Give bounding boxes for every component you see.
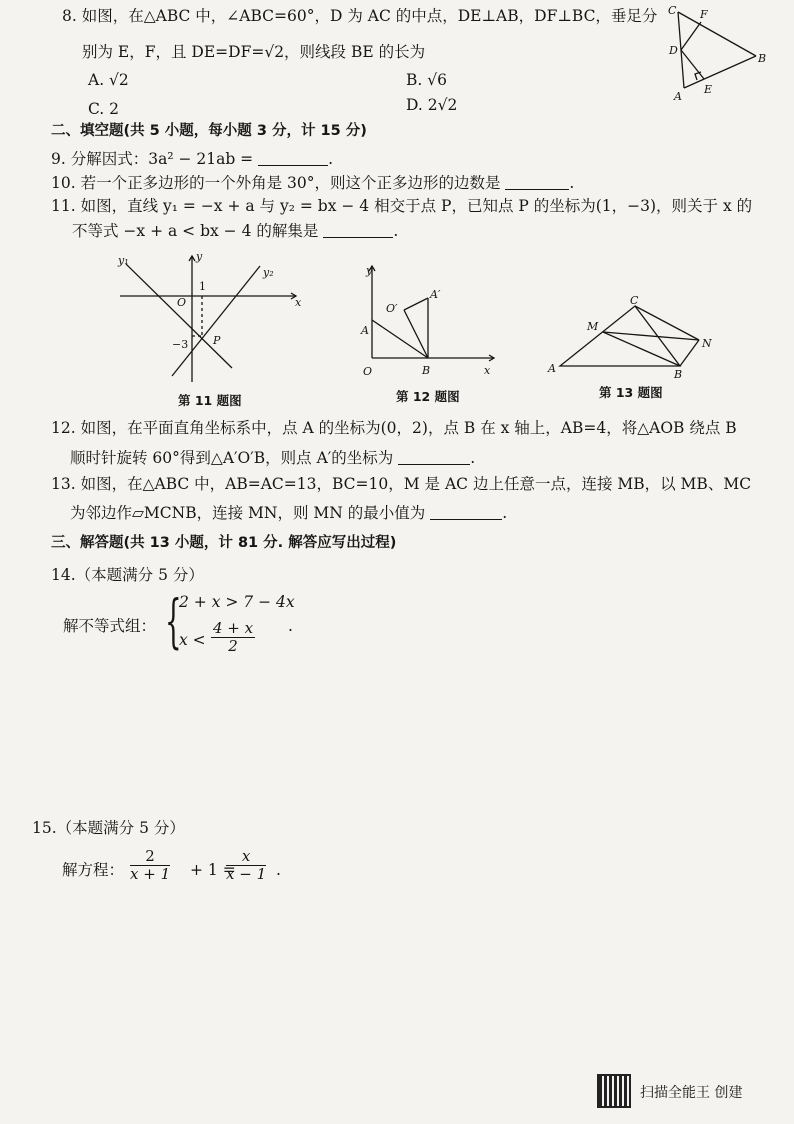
q13-text: 为邻边作▱MCNB，连接 MN，则 MN 的最小值为	[70, 504, 426, 522]
fig12-label-y: y	[366, 264, 373, 277]
q8-label-f: F	[700, 8, 708, 21]
q8-label-a: A	[674, 90, 682, 103]
q10-blank[interactable]	[505, 174, 569, 190]
fig13	[544, 292, 719, 384]
fig11-label-neg3: −3	[172, 338, 189, 351]
q15-frac2	[226, 848, 266, 883]
q14-system	[63, 587, 323, 662]
q14-ineq1: 2 + x > 7 − 4x	[179, 593, 295, 611]
q11-line2	[72, 221, 398, 241]
fig12-label-b: B	[422, 364, 431, 377]
qr-code-icon	[597, 1074, 631, 1108]
fig11	[110, 250, 310, 390]
q14-prompt: 解不等式组：	[63, 617, 157, 635]
fig12-label-a-prime: A′	[430, 288, 441, 301]
q8-label-d: D	[669, 44, 678, 57]
fig12	[352, 258, 502, 382]
q9-text: 9. 分解因式：3a² − 21ab =	[51, 150, 254, 168]
q14-header: 14.（本题满分 5 分）	[51, 566, 204, 584]
q11-line1: 11. 如图，直线 y₁ = −x + a 与 y₂ = bx − 4 相交于点 P，已知点 P 的坐标为(1，−3)，则关于 x 的	[51, 197, 753, 215]
q15-frac1	[130, 848, 170, 883]
q8-option-b: B. √6	[406, 71, 447, 89]
fig11-label-y2: y₂	[263, 266, 274, 279]
q8-line1: 8. 如图，在△ABC 中，∠ABC=60°，D 为 AC 的中点，DE⊥AB，DF⊥BC，垂足分	[62, 7, 658, 25]
fig12-label-a: A	[361, 324, 369, 337]
footer-text: 扫描全能王 创建	[640, 1085, 743, 1101]
fig11-label-o: O	[177, 296, 187, 309]
fig11-label-y: y	[196, 250, 203, 263]
q12-line1: 12. 如图，在平面直角坐标系中，点 A 的坐标为(0，2)，点 B 在 x 轴上，AB=4，将△AOB 绕点 B	[51, 419, 737, 437]
fig12-label-o-prime: O′	[386, 302, 398, 315]
q13-end: .	[502, 504, 508, 522]
q11-text: 不等式 −x + a < bx − 4 的解集是	[72, 222, 319, 240]
q12-line2	[70, 448, 475, 468]
fig13-label-n: N	[702, 337, 712, 350]
q14-ineq2-num: 4 + x	[213, 619, 254, 637]
q14-ineq2-left: x <	[179, 631, 206, 649]
q15-frac1-num: 2	[130, 848, 170, 866]
q13-blank[interactable]	[430, 504, 502, 520]
q10-end: .	[569, 174, 575, 192]
q13-line1: 13. 如图，在△ABC 中，AB=AC=13，BC=10，M 是 AC 边上任意一点，连接 MB，以 MB、MC	[51, 475, 752, 493]
q15-mid: + 1 =	[190, 861, 236, 879]
fig11-caption: 第 11 题图	[178, 393, 242, 408]
q14-brace-icon: {	[165, 587, 182, 655]
q14-ineq2-den: 2	[228, 637, 238, 655]
q8-option-d: D. 2√2	[406, 96, 458, 114]
section2-title: 二、填空题(共 5 小题，每小题 3 分，计 15 分)	[51, 123, 367, 139]
q8-figure	[660, 0, 770, 105]
fig11-label-y1: y₁	[118, 254, 129, 267]
fig12-label-x: x	[484, 364, 491, 377]
fig12-label-o: O	[363, 365, 373, 378]
q9-end: .	[328, 150, 334, 168]
fig13-label-m: M	[587, 320, 599, 333]
q9-line	[51, 149, 333, 169]
fig11-label-1: 1	[199, 280, 206, 293]
q8-option-a: A. √2	[88, 71, 129, 89]
fig13-label-c: C	[630, 294, 639, 307]
q11-end: .	[393, 222, 399, 240]
q13-line2	[70, 503, 507, 523]
q15-header: 15.（本题满分 5 分）	[32, 819, 185, 837]
fig13-caption: 第 13 题图	[599, 385, 663, 400]
q8-label-b: B	[758, 52, 767, 65]
q8-label-c: C	[668, 4, 677, 17]
q15-equation	[62, 846, 322, 890]
fig11-label-p: P	[213, 334, 221, 347]
q15-frac2-num: x	[226, 848, 266, 866]
q8-option-c: C. 2	[88, 100, 120, 118]
q10-text: 10. 若一个正多边形的一个外角是 30°，则这个正多边形的边数是	[51, 174, 501, 192]
q15-prompt: 解方程：	[62, 861, 125, 879]
fig13-label-a: A	[548, 362, 556, 375]
q10-line	[51, 173, 574, 193]
q8-label-e: E	[704, 83, 713, 96]
q12-end: .	[470, 449, 476, 467]
q14-end: .	[288, 617, 293, 635]
q15-end: .	[276, 861, 281, 879]
section3-title: 三、解答题(共 13 小题，计 81 分. 解答应写出过程)	[51, 535, 397, 551]
fig11-label-x: x	[295, 296, 302, 309]
q12-blank[interactable]	[398, 449, 470, 465]
q12-text: 顺时针旋转 60°得到△A′O′B，则点 A′的坐标为	[70, 449, 394, 467]
q8-line2: 别为 E，F，且 DE=DF=√2，则线段 BE 的长为	[82, 43, 426, 61]
q14-ineq2-frac	[211, 620, 255, 655]
fig13-label-b: B	[674, 368, 683, 381]
fig12-caption: 第 12 题图	[396, 389, 460, 404]
q15-frac1-den: x + 1	[130, 865, 171, 883]
q15-frac2-den: x − 1	[226, 865, 267, 883]
q11-blank[interactable]	[323, 222, 393, 238]
q9-blank[interactable]	[258, 150, 328, 166]
